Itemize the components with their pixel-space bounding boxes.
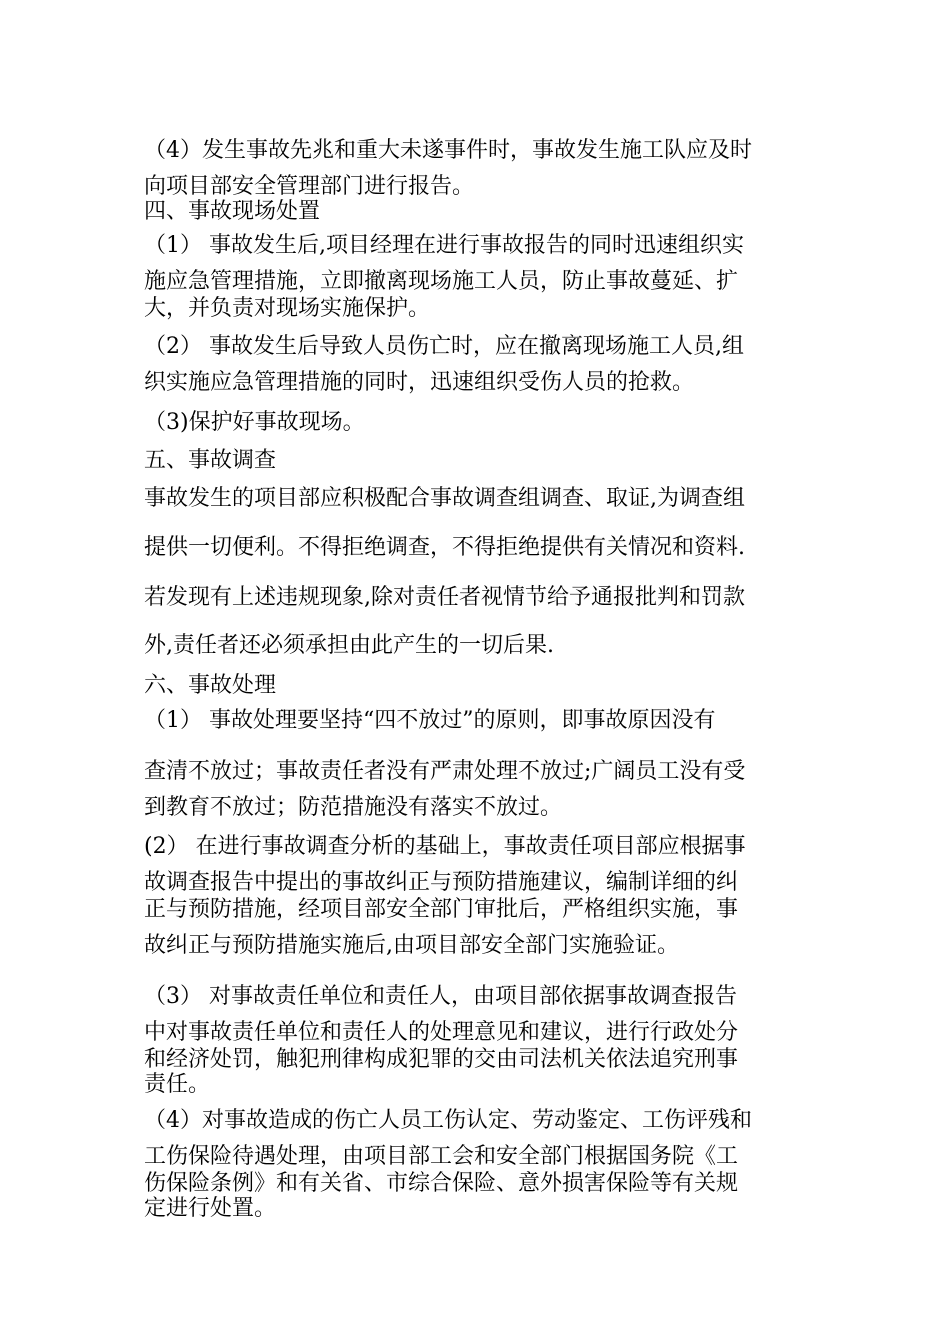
text-line: 到教育不放过；防范措施没有落实不放过。: [144, 795, 563, 820]
text-line: 中对事故责任单位和责任人的处理意见和建议，进行行政处分: [144, 1020, 739, 1045]
section-heading-6: 六、事故处理: [144, 673, 277, 698]
text-line: 织实施应急管理措施的同时，迅速组织受伤人员的抢救。: [144, 370, 695, 395]
text-line: 正与预防措施，经项目部安全部门审批后，严格组织实施，事: [144, 897, 739, 922]
text-line: 责任。: [144, 1072, 211, 1097]
section-heading-5: 五、事故调查: [144, 448, 277, 473]
text-line: 故调查报告中提出的事故纠正与预防措施建议，编制详细的纠: [144, 870, 739, 895]
text-line: （1） 事故发生后,项目经理在进行事故报告的同时迅速组织实: [144, 233, 744, 258]
text-line: 向项目部安全管理部门进行报告。: [144, 174, 475, 199]
text-line: 事故发生的项目部应积极配合事故调查组调查、取证,为调查组: [144, 486, 745, 511]
text-line: （1） 事故处理要坚持“四不放过”的原则，即事故原因没有: [144, 708, 716, 733]
text-line: 外,责任者还必须承担由此产生的一切后果.: [144, 633, 554, 658]
text-line: 工伤保险待遇处理，由项目部工会和安全部门根据国务院《工: [144, 1144, 739, 1169]
text-line: （3)保护好事故现场。: [144, 410, 365, 435]
text-line: 和经济处罚，触犯刑律构成犯罪的交由司法机关依法追究刑事: [144, 1047, 739, 1072]
section-heading-4: 四、事故现场处置: [144, 199, 321, 224]
text-line: 查清不放过；事故责任者没有严肃处理不放过;广阔员工没有受: [144, 759, 746, 784]
text-line: 定进行处置。: [144, 1196, 277, 1221]
text-line: 若发现有上述违规现象,除对责任者视情节给予通报批判和罚款: [144, 585, 745, 610]
text-line: 伤保险条例》和有关省、市综合保险、意外损害保险等有关规: [144, 1171, 739, 1196]
text-line: 施应急管理措施，立即撤离现场施工人员，防止事故蔓延、扩: [144, 269, 739, 294]
text-line: (2） 在进行事故调查分析的基础上，事故责任项目部应根据事: [144, 834, 746, 859]
text-line: 大，并负责对现场实施保护。: [144, 296, 431, 321]
text-line: 提供一切便利。不得拒绝调查，不得拒绝提供有关情况和资料.: [144, 535, 745, 560]
text-line: 故纠正与预防措施实施后,由项目部安全部门实施验证。: [144, 933, 679, 958]
text-line: （3） 对事故责任单位和责任人，由项目部依据事故调查报告: [144, 984, 737, 1009]
text-line: （4）对事故造成的伤亡人员工伤认定、劳动鉴定、工伤评残和: [144, 1108, 752, 1133]
text-line: （2） 事故发生后导致人员伤亡时，应在撤离现场施工人员,组: [144, 334, 744, 359]
text-line: （4）发生事故先兆和重大未遂事件时，事故发生施工队应及时: [144, 138, 752, 163]
